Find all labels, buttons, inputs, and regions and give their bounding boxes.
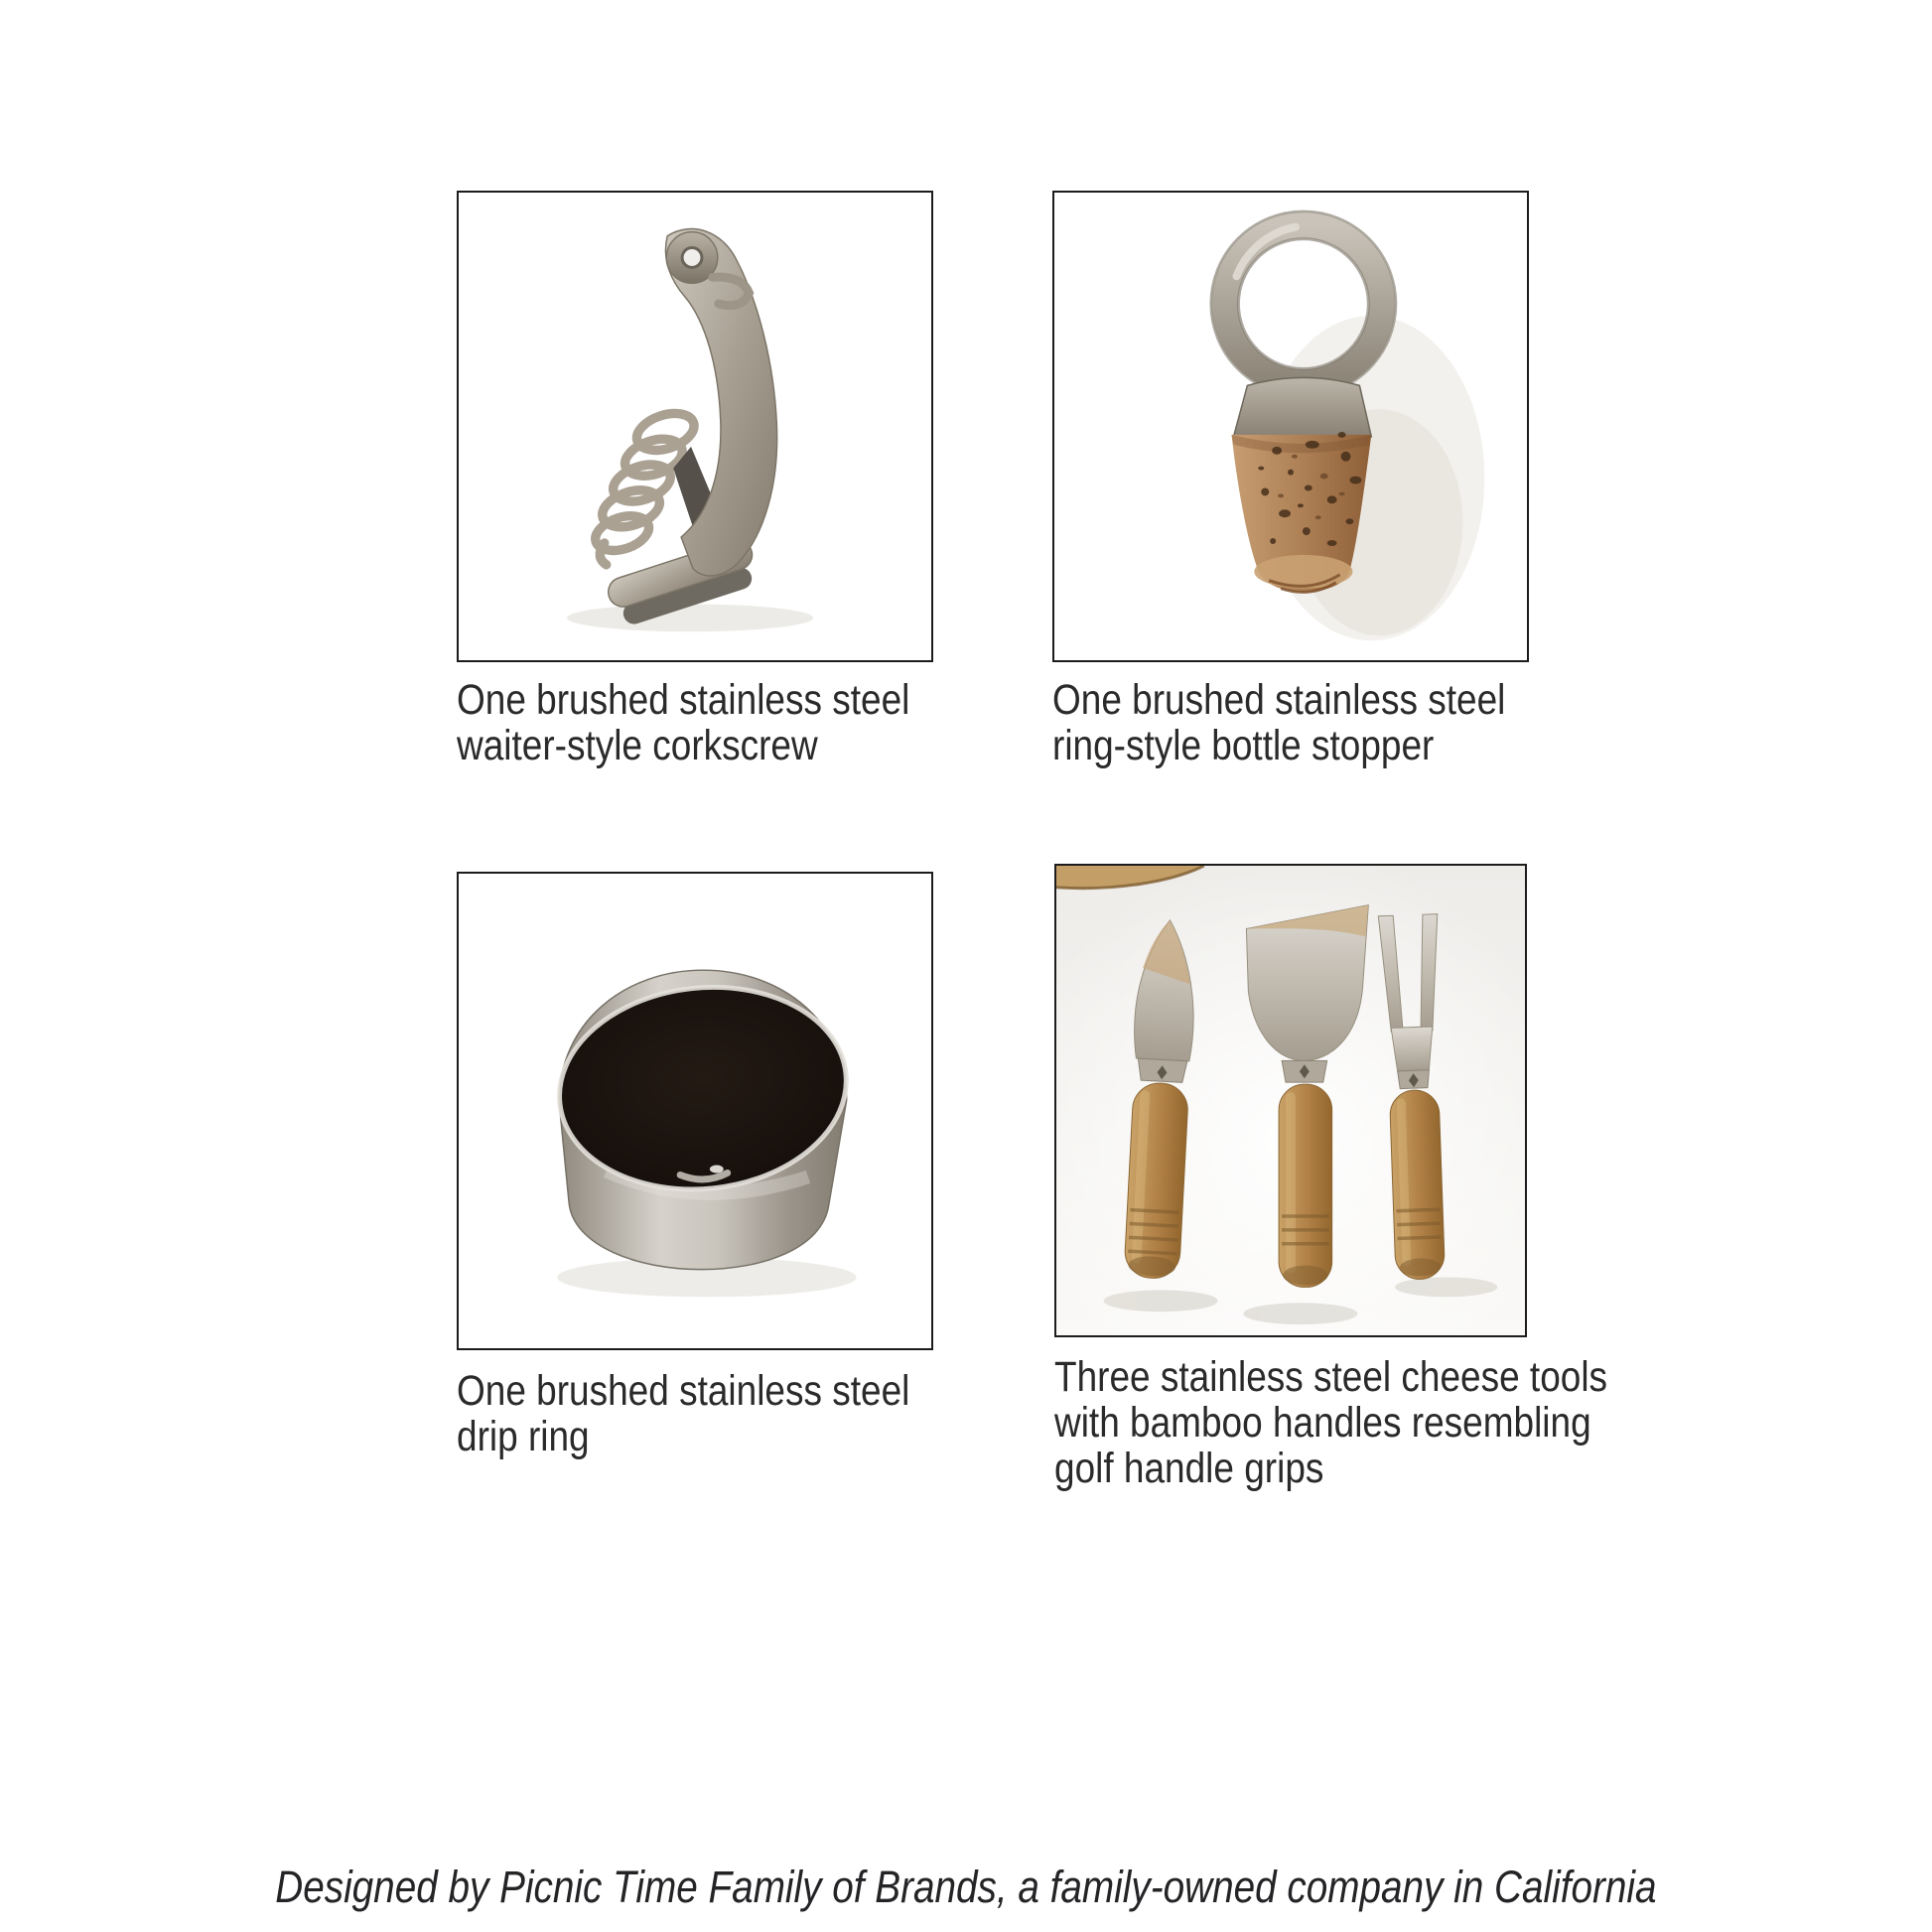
bottle-stopper-image-box <box>1052 191 1529 662</box>
corkscrew-caption <box>457 677 909 768</box>
bottle-stopper-caption <box>1052 677 1505 768</box>
corkscrew-image-box <box>457 191 933 662</box>
drip-ring-image-box <box>457 872 933 1350</box>
cheese-tools-photo <box>1056 866 1525 1335</box>
designer-credit-footer <box>0 1863 1932 1911</box>
caption-line: golf handle grips <box>1054 1445 1324 1492</box>
drip-ring-photo <box>459 874 931 1348</box>
cheese-tools-caption <box>1054 1354 1607 1491</box>
cheese-tools-image-box <box>1054 864 1527 1337</box>
caption-line: waiter-style corkscrew <box>457 722 818 769</box>
caption-line: drip ring <box>457 1413 590 1460</box>
corkscrew-photo <box>459 193 931 660</box>
caption-line: One brushed stainless steel <box>457 1367 910 1415</box>
designer-credit-text: Designed by Picnic Time Family of Brands, a family-owned company in California <box>275 1862 1657 1912</box>
caption-line: ring-style bottle stopper <box>1052 722 1435 769</box>
caption-line: Three stainless steel cheese tools <box>1054 1353 1608 1401</box>
caption-line: with bamboo handles resembling <box>1054 1399 1591 1447</box>
caption-line: One brushed stainless steel <box>1052 676 1506 724</box>
bottle-stopper-photo <box>1054 193 1527 660</box>
caption-line: One brushed stainless steel <box>457 676 910 724</box>
drip-ring-caption <box>457 1368 909 1459</box>
